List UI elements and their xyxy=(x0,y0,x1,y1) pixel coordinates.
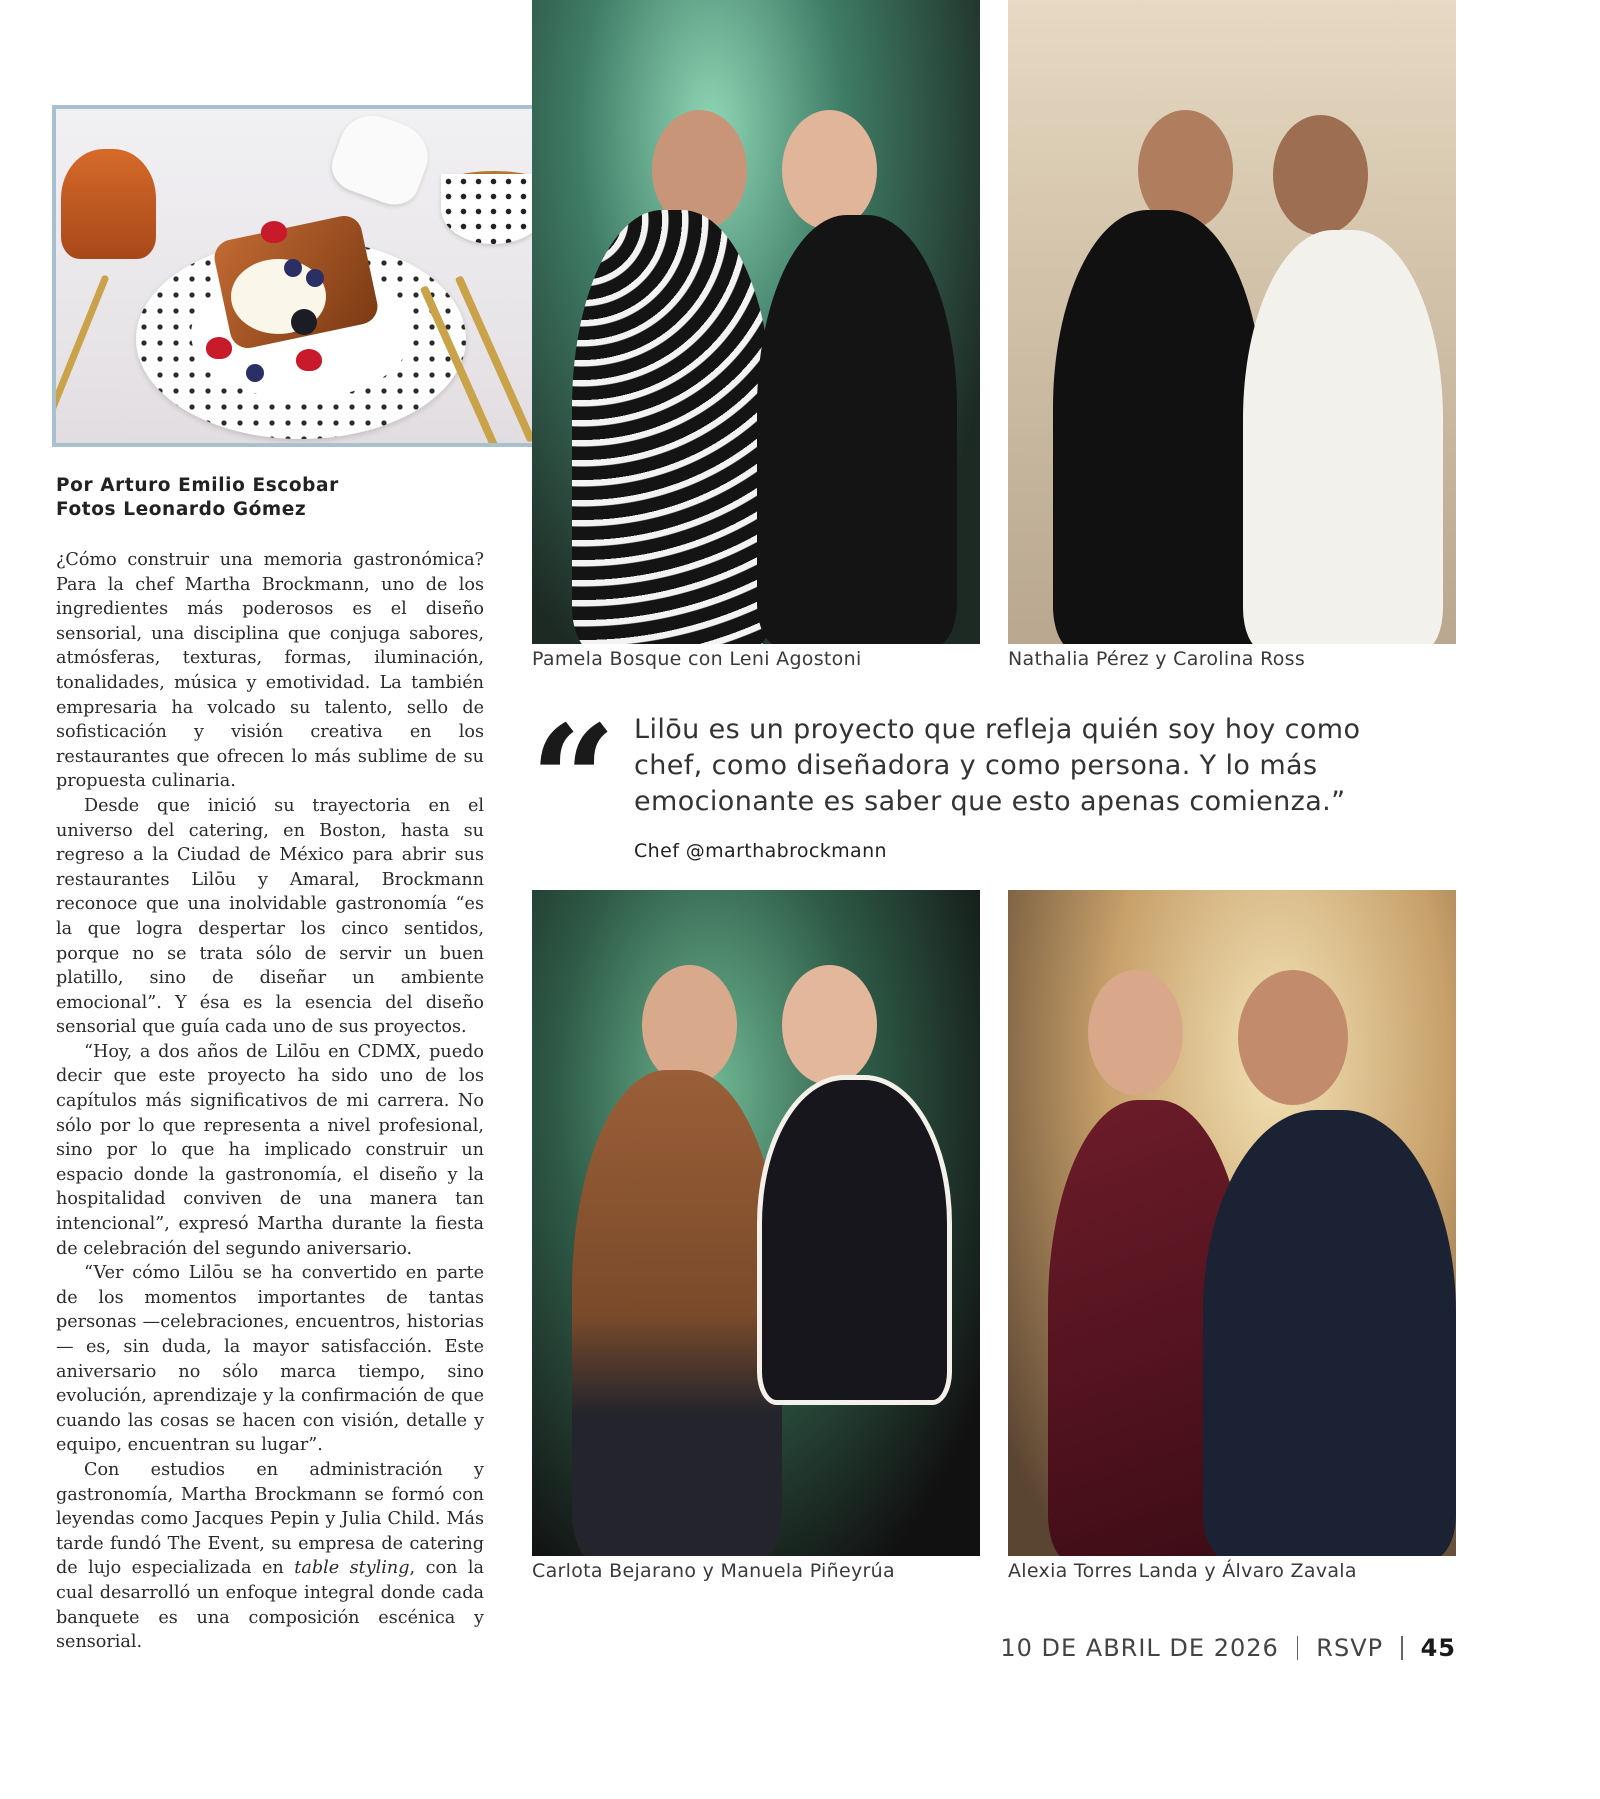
strawberry-shape xyxy=(206,337,232,359)
polka-dot-dress-shape xyxy=(572,210,772,644)
person-head xyxy=(782,110,877,230)
blueberry-shape xyxy=(284,259,302,277)
black-dress-shape xyxy=(1053,210,1263,644)
person-head xyxy=(1088,970,1183,1095)
issue-date: 10 DE ABRIL DE 2026 xyxy=(1000,1634,1279,1662)
blueberry-shape xyxy=(306,269,324,287)
article-paragraph: “Hoy, a dos años de Lilōu en CDMX, puedo decir que este proyecto ha sido uno de los capítulos más significativos de mi carrera. No sólo por lo que representa a nivel profesional, sino por lo que ha implicado construir un espacio donde la gastronomía, el diseño y la hospitalidad conviven de una manera tan intencional”, expresó Martha durante la fiesta de celebración del segundo aniversario. xyxy=(56,1041,484,1259)
magazine-name: RSVP xyxy=(1316,1634,1384,1662)
page-number: 45 xyxy=(1420,1634,1456,1662)
white-dress-shape xyxy=(1243,230,1443,644)
teacup-shape xyxy=(441,174,546,244)
syrup-jug-shape xyxy=(325,106,437,212)
article-paragraph: ¿Cómo construir una memoria gastronómica? Para la chef Martha Brockmann, uno de los ingredientes más poderosos es el diseño sensorial, una disciplina que conjuga sabores, atmósferas, texturas, formas, iluminación, tonalidades, música y emotividad. La también empresaria ha volcado su talento, sello de sofisticación y visión creativa en los restaurantes que ofrecen lo más sublime de su propuesta culinaria. xyxy=(56,550,484,792)
person-head xyxy=(782,965,877,1085)
person-head xyxy=(1238,970,1348,1105)
photo-caption: Pamela Bosque con Leni Agostoni xyxy=(532,648,862,670)
person-head xyxy=(642,965,737,1085)
page-footer xyxy=(1000,1634,1456,1662)
muffin-shape xyxy=(61,149,156,259)
footer-divider xyxy=(1401,1636,1403,1660)
strawberry-shape xyxy=(296,349,322,371)
byline-photos: Fotos Leonardo Gómez xyxy=(56,499,307,520)
photo-caption: Alexia Torres Landa y Álvaro Zavala xyxy=(1008,1560,1357,1582)
quote-mark: “ xyxy=(530,693,617,869)
article-body xyxy=(56,548,484,1655)
gold-fork-shape xyxy=(52,274,109,447)
blackberry-shape xyxy=(291,309,317,335)
article-paragraph xyxy=(56,1458,484,1655)
event-photo-1 xyxy=(532,0,980,644)
article-paragraph: “Ver cómo Lilōu se ha convertido en parte de los momentos importantes de tantas personas —celebraciones, encuentros, historias— es, sin duda, la mayor satisfacción. Este aniversario no sólo marca tiempo, sino evolución, aprendizaje y la confirmación de que cuando las cosas se hacen con visión, detalle y equipo, encuentran su lugar”. xyxy=(56,1263,484,1456)
food-photo xyxy=(52,105,567,447)
navy-jacket-shape xyxy=(1203,1110,1456,1556)
paragraph-text: , con la cual desarrolló un enfoque integral donde cada banquete es una composición escénica y sensorial. xyxy=(56,1558,484,1653)
brown-jacket-shape xyxy=(572,1070,782,1556)
pull-quote: Lilōu es un proyecto que refleja quién soy hoy como chef, como diseñadora y como persona. Y lo más emocionante es saber que esto apenas comienza.” xyxy=(634,714,1361,817)
blueberry-shape xyxy=(246,364,264,382)
byline xyxy=(56,474,339,522)
tweed-jacket-shape xyxy=(757,1075,952,1405)
event-photo-2 xyxy=(1008,0,1456,644)
quote-author: Chef @marthabrockmann xyxy=(634,840,887,862)
event-photo-3 xyxy=(532,890,980,1556)
byline-author: Por Arturo Emilio Escobar xyxy=(56,475,339,496)
person-head xyxy=(1273,115,1368,235)
paragraph-text: Con estudios en administración y gastronomía, Martha Brockmann se formó con leyendas como Jacques Pepin y Julia Child. Más tarde fundó The Event, su empresa de catering de lujo especializada en xyxy=(56,1459,484,1579)
emphasis-text: table styling xyxy=(294,1558,410,1579)
article-paragraph: Desde que inició su trayectoria en el universo del catering, en Boston, hasta su regreso a la Ciudad de México para abrir sus restaurantes Lilōu y Amaral, Brockmann reconoce que una inolvidable gastronomía “es la que logra despertar los cinco sentidos, porque no se trata sólo de servir un buen platillo, sino de diseñar un ambiente emocional”. Y ésa es la esencia del diseño sensorial que guía cada uno de sus proyectos. xyxy=(56,795,484,1038)
event-photo-4 xyxy=(1008,890,1456,1556)
strawberry-shape xyxy=(261,221,287,243)
photo-caption: Carlota Bejarano y Manuela Piñeyrúa xyxy=(532,1560,895,1582)
photo-caption: Nathalia Pérez y Carolina Ross xyxy=(1008,648,1306,670)
black-outfit-shape xyxy=(757,215,957,644)
footer-divider xyxy=(1297,1636,1299,1660)
gold-knife-shape xyxy=(455,275,536,443)
